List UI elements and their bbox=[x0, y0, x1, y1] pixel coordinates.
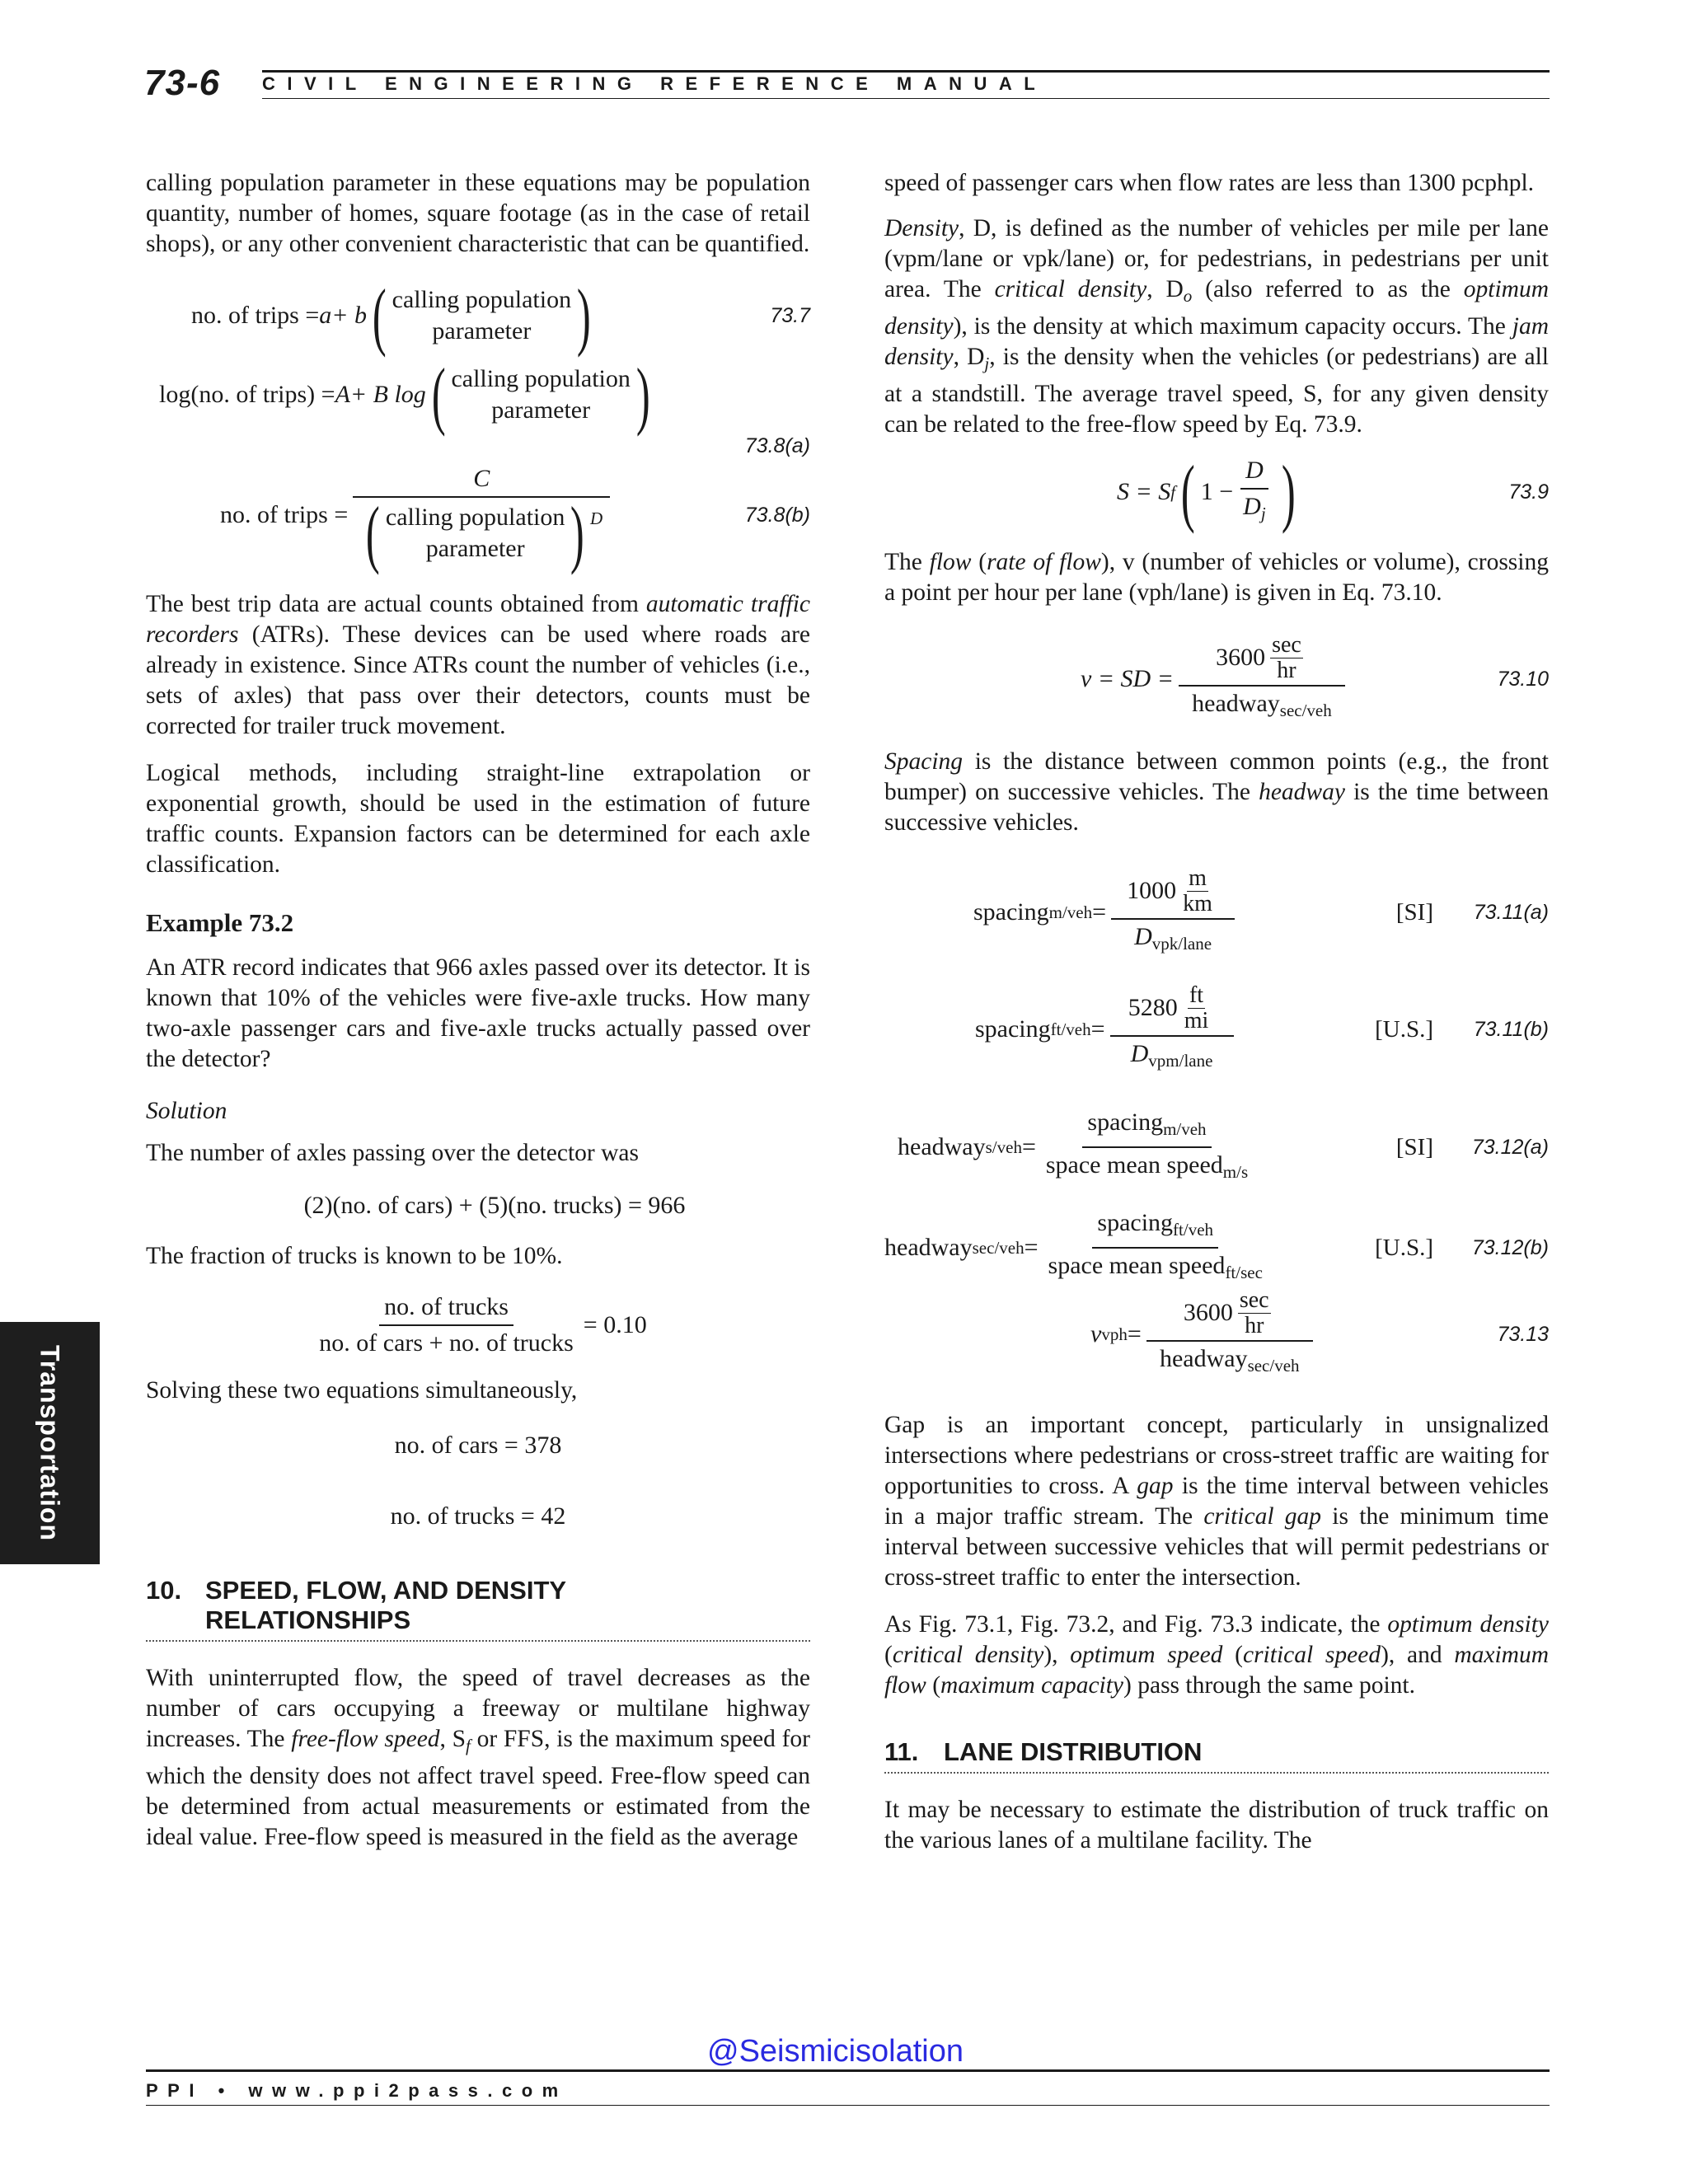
equation-73-8a bbox=[146, 353, 810, 437]
equation-number: 73.7 bbox=[770, 304, 810, 327]
eq-paren-group: ( calling population parameter ) bbox=[431, 353, 650, 437]
solution-equation-1: (2)(no. of cars) + (5)(no. trucks) = 966 bbox=[303, 1192, 686, 1219]
paragraph: As Fig. 73.1, Fig. 73.2, and Fig. 73.3 indicate, the optimum density (critical density), optimum speed (critical speed), and maximum flow (maximum capacity) pass through the same point. bbox=[884, 1611, 1550, 1699]
example-heading: Example 73.2 bbox=[146, 908, 294, 937]
equation-73-11b: spacing ft/veh = 5280 $\frac{ft}{mi}$ $D_{vpm/lane}$ [U.S.] 73.11(b) bbox=[884, 980, 1549, 1079]
paragraph: It may be necessary to estimate the distribution of truck traffic on the various lanes of a multilane facility. The bbox=[884, 1797, 1549, 1854]
eq-fraction: $\frac{spacing_{ft/veh}}{space mean speed_{ft/sec}}$ bbox=[1048, 1209, 1263, 1282]
eq-term: + b bbox=[331, 302, 367, 329]
equation-73-7 bbox=[146, 274, 810, 358]
eq-fraction: 5280 $\frac{ft}{mi}$ $D_{vpm/lane}$ bbox=[1110, 984, 1234, 1076]
equation-73-12b: headway sec/veh = $\frac{spacing_{ft/veh}}{space mean speed_{ft/sec}}$ [U.S.] 73.12(b) bbox=[884, 1211, 1549, 1285]
eq-term: + B log bbox=[349, 381, 426, 408]
left-column bbox=[146, 168, 810, 1869]
solution-equation-3: no. of cars = 378 bbox=[394, 1432, 562, 1459]
paragraph: With uninterrupted flow, the speed of travel decreases as the number of cars occupying a freeway or multilane highway increases. The free-flow speed, $S_f$ or FFS, is the maximum speed for which the density does not affect travel speed. Free-flow speed can be determined from actual measurements or estimated from the ideal value. Free-flow speed is measured in the field as the average bbox=[146, 1665, 810, 1850]
paragraph: Density, D, is defined as the number of vehicles per mile per lane (vpm/lane or vpk/lane) or, for pedestrians, in pedestrians per unit area. The critical density, $D_o$ (also referred to as the optimum density), is the density at which maximum capacity occurs. The jam density, $D_j$, is the density when the vehicles (or pedestrians) are all at a standstill. The average travel speed, S, for any given density can be related to the free-flow speed by Eq. 73.9. bbox=[884, 215, 1549, 438]
equation-number: 73.11(b) bbox=[1473, 1018, 1549, 1041]
section-heading-10: 10. SPEED, FLOW, AND DENSITY RELATIONSHIPS bbox=[146, 1576, 810, 1642]
paragraph: Solving these two equations simultaneously, bbox=[146, 1377, 578, 1404]
solution-label: Solution bbox=[146, 1098, 227, 1124]
equation-number: 73.8(a) bbox=[744, 434, 810, 457]
equation-73-10 bbox=[884, 631, 1549, 722]
eq-lhs: log(no. of trips) = bbox=[159, 381, 335, 408]
unit-label: [SI] bbox=[1395, 899, 1433, 926]
paragraph: The fraction of trucks is known to be 10%. bbox=[146, 1243, 563, 1269]
eq-fraction: $\frac{spacing_{m/veh}}{space mean speed_{m/s}}$ bbox=[1045, 1108, 1249, 1182]
unit-label: [U.S.] bbox=[1375, 1235, 1433, 1261]
eq-paren-line: parameter bbox=[491, 396, 591, 424]
eq-fraction: 3600 $\frac{\sec}{hr}$ headway$_{sec/veh}$ bbox=[1146, 1289, 1313, 1380]
paragraph: calling population parameter in these equations may be population quantity, number of homes, square footage (as in the case of retail shops), or any other convenient characteristic that can be quantified. bbox=[146, 170, 810, 257]
equation-number: 73.13 bbox=[1497, 1323, 1549, 1346]
equation-number: 73.12(a) bbox=[1471, 1136, 1549, 1159]
eq-paren-group: ( calling population parameter ) bbox=[366, 491, 585, 575]
right-column bbox=[884, 168, 1549, 1872]
eq-paren-line: calling population bbox=[385, 504, 565, 531]
example-text: An ATR record indicates that 966 axles passed over its detector. It is known that 10% of the vehicles were five-axle trucks. How many two-axle passenger cars and five-axle trucks actually passed over the detector? bbox=[146, 954, 810, 1072]
footer-rule-bottom bbox=[146, 2105, 1550, 2106]
equation-73-8b bbox=[146, 462, 810, 575]
eq-paren-group: ( calling population parameter ) bbox=[372, 274, 591, 358]
solution-equation-2 bbox=[146, 1288, 810, 1362]
eq-lhs: no. of trips = bbox=[220, 501, 349, 528]
equation-73-11a: spacing m/veh = 1000 $\frac{m}{km}$ $D_{vpk/lane}$ [SI] 73.11(a) bbox=[884, 863, 1549, 962]
header-rule-bottom bbox=[262, 98, 1550, 99]
equation-number: 73.12(b) bbox=[1471, 1236, 1549, 1259]
equation-number: 73.9 bbox=[1508, 480, 1549, 504]
eq-exponent: D bbox=[590, 509, 603, 528]
eq-paren-line: calling population bbox=[451, 365, 631, 392]
eq-term: a bbox=[319, 302, 332, 329]
equation-73-8a-tag-row bbox=[146, 434, 810, 462]
side-tab-label: Transportation bbox=[35, 1344, 65, 1542]
footer-rule-top bbox=[146, 2069, 1550, 2072]
watermark-text: @Seismicisolation bbox=[707, 2034, 964, 2069]
equation-73-12a: headway s/veh = $\frac{spacing_{m/veh}}{space mean speed_{m/s}}$ [SI] 73.12(a) bbox=[884, 1110, 1549, 1184]
eq-fraction bbox=[353, 464, 610, 575]
eq-term: A bbox=[335, 381, 350, 408]
eq-paren-line: calling population bbox=[392, 286, 572, 313]
eq-paren-group: ( 1 − $\frac{D}{D_j}$ ) bbox=[1180, 450, 1296, 534]
eq-fraction: $\frac{D}{D_j}$ bbox=[1238, 456, 1271, 528]
eq-numerator: no. of trucks bbox=[379, 1292, 513, 1326]
paragraph: The number of axles passing over the detector was bbox=[146, 1140, 639, 1166]
equation-number: 73.11(a) bbox=[1473, 901, 1549, 924]
equation-73-13: v vph = 3600 $\frac{\sec}{hr}$ headway$_{sec/veh}$ 73.13 bbox=[884, 1291, 1549, 1377]
side-tab bbox=[0, 1322, 100, 1564]
paragraph: Logical methods, including straight-line extrapolation or exponential growth, should be used in the estimation of future traffic counts. Expansion factors can be determined for each axle classification. bbox=[146, 760, 810, 878]
solution-equation-4: no. of trucks = 42 bbox=[390, 1502, 566, 1530]
paragraph: The best trip data are actual counts obtained from automatic traffic recorders (ATRs). These devices can be used where roads are already in existence. Since ATRs count the number of vehicles (i.e., sets of axles) that pass over their detectors, counts must be corrected for trailer truck movement. bbox=[146, 591, 811, 739]
equation-73-9: S = S f ( 1 − $\frac{D}{D_j}$ ) 73.9 bbox=[1117, 450, 1549, 534]
header-rule-top bbox=[262, 70, 1550, 73]
running-head: CIVIL ENGINEERING REFERENCE MANUAL bbox=[262, 73, 1048, 94]
eq-fraction bbox=[314, 1292, 579, 1358]
paragraph: Gap is an important concept, particularly in unsignalized intersections where pedestrians or cross-street traffic are waiting for opportunities to cross. A gap is the time interval between vehicles in a major traffic stream. The critical gap is the minimum time interval between successive vehicles that will permit pedestrians or cross-street traffic to enter the intersection. bbox=[884, 1412, 1549, 1591]
eq-rhs: = 0.10 bbox=[583, 1311, 647, 1338]
eq-lhs: v = SD = bbox=[1081, 665, 1174, 692]
paragraph: Spacing is the distance between common points (e.g., the front bumper) on successive vehicles. The headway is the time between successive vehicles. bbox=[884, 748, 1549, 836]
eq-fraction: 3600 $\frac{\sec}{hr}$ headway$_{sec/veh}$ bbox=[1179, 634, 1345, 725]
paragraph: speed of passenger cars when flow rates are less than 1300 pcphpl. bbox=[884, 170, 1535, 196]
paragraph: The flow (rate of flow), v (number of vehicles or volume), crossing a point per hour per lane (vph/lane) is given in Eq. 73.10. bbox=[884, 549, 1549, 606]
eq-numerator: C bbox=[353, 464, 610, 498]
page-number: 73-6 bbox=[144, 63, 221, 103]
unit-label: [SI] bbox=[1395, 1134, 1433, 1160]
eq-paren-line: parameter bbox=[432, 317, 532, 344]
section-heading-11: 11. LANE DISTRIBUTION bbox=[884, 1737, 1549, 1774]
eq-denominator: no. of cars + no. of trucks bbox=[319, 1329, 574, 1357]
unit-label: [U.S.] bbox=[1375, 1016, 1433, 1043]
eq-lhs: no. of trips = bbox=[191, 302, 320, 329]
equation-number: 73.8(b) bbox=[744, 504, 810, 527]
equation-number: 73.10 bbox=[1497, 668, 1549, 691]
eq-paren-line: parameter bbox=[425, 535, 525, 562]
footer-text: PPI • www.ppi2pass.com bbox=[146, 2080, 568, 2101]
eq-fraction: 1000 $\frac{m}{km}$ $D_{vpk/lane}$ bbox=[1111, 867, 1235, 958]
